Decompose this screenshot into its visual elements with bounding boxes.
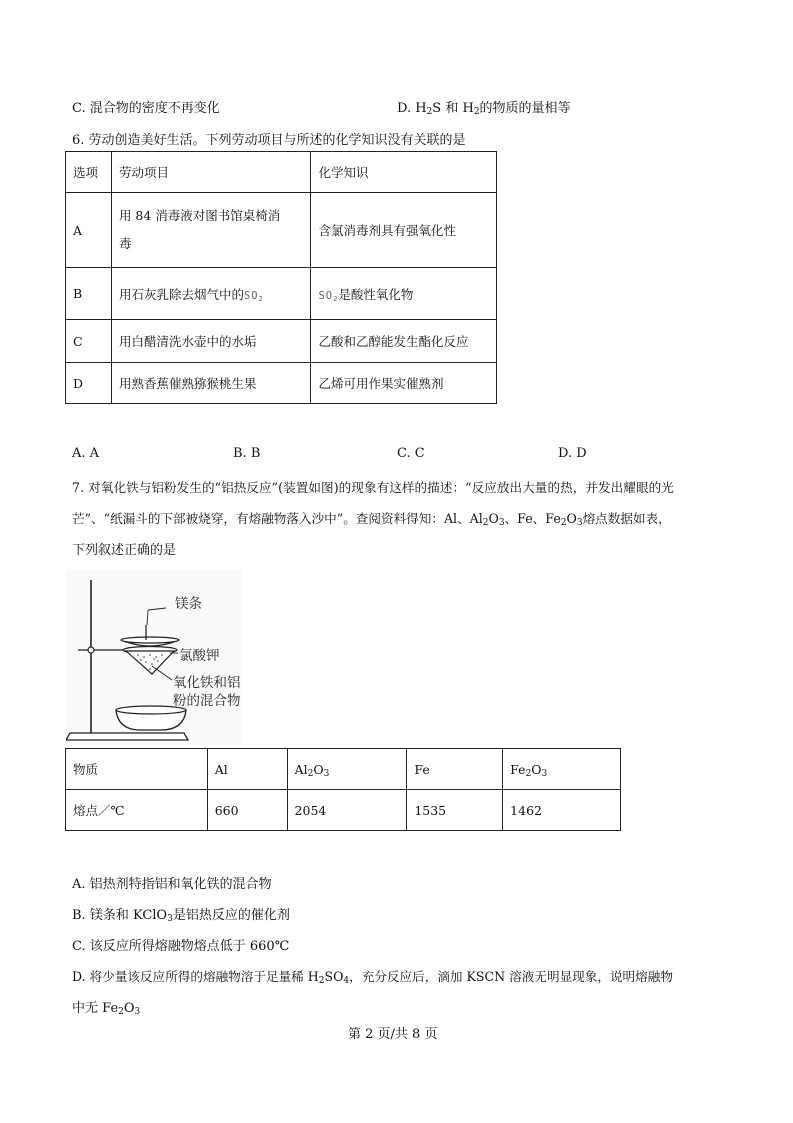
table-row	[66, 790, 621, 831]
table-cell: 乙酸和乙醇能发生酯化反应	[311, 320, 497, 363]
table-row	[66, 363, 497, 404]
table-row	[66, 193, 497, 268]
q7-option-d-line2: 中无 $Fe_2O_3$	[72, 1001, 141, 1017]
q6-answer-a: A. A	[72, 446, 100, 461]
table-cell: C	[66, 320, 112, 363]
table-row	[66, 320, 497, 363]
cell-line: 毒	[118, 236, 132, 251]
table-cell: 660	[207, 790, 287, 831]
page-footer: 第 2 页/共 8 页	[348, 1027, 438, 1042]
table-cell: 2054	[287, 790, 407, 831]
table-cell: 用白醋清洗水壶中的水垢	[111, 320, 311, 363]
table-cell: Fe	[407, 749, 503, 790]
table-cell: 熔点／℃	[66, 790, 208, 831]
table-cell: 1462	[503, 790, 621, 831]
q5-option-d: D. $H_2S$ 和 $H_2$的物质的量相等	[397, 101, 571, 117]
q6-table	[65, 151, 497, 404]
q7-option-a: A. 铝热剂特指铝和氧化铁的混合物	[72, 877, 272, 892]
q6-answer-d: D. D	[558, 446, 587, 461]
q6-answer-c: C. C	[397, 446, 425, 461]
table-cell: 含氯消毒剂具有强氧化性	[311, 193, 497, 268]
table-cell	[111, 193, 311, 268]
q7-stem-line1: 7. 对氧化铁与铝粉发生的“铝热反应”(装置如图)的现象有这样的描述：“反应放出大量的热，并发出耀眼的光	[72, 480, 674, 495]
q7-stem-line3: 下列叙述正确的是	[72, 543, 177, 558]
header-cell: 选项	[66, 152, 112, 193]
q7-melting-point-table	[65, 748, 621, 831]
table-cell: $Al_2O_3$	[287, 749, 407, 790]
table-cell: $Fe_2O_3$	[503, 749, 621, 790]
q5-option-c: C. 混合物的密度不再变化	[72, 101, 220, 116]
label-potassium-chlorate: 氯酸钾	[179, 648, 220, 664]
table-cell: Al	[207, 749, 287, 790]
thermite-apparatus-figure	[66, 570, 242, 746]
q6-answer-b: B. B	[233, 446, 261, 461]
table-cell: $SO_2$是酸性氧化物	[311, 268, 497, 320]
table-header-row	[66, 152, 497, 193]
header-cell: 化学知识	[311, 152, 497, 193]
q6-stem: 6. 劳动创造美好生活。下列劳动项目与所述的化学知识没有关联的是	[72, 133, 466, 148]
table-cell: 用石灰乳除去烟气中的$SO_2$	[111, 268, 311, 320]
so2-formula: $SO_2$	[243, 289, 264, 303]
label-mixture-line1: 氧化铁和铝	[173, 675, 241, 691]
table-cell: 乙烯可用作果实催熟剂	[311, 363, 497, 404]
q7-stem-line2: 芒”、“纸漏斗的下部被烧穿，有熔融物落入沙中”。查阅资料得知：Al、$Al_2O_3$、Fe、$Fe_2O_3$熔点数据如表，	[72, 511, 671, 528]
q7-option-c: C. 该反应所得熔融物熔点低于 660℃	[72, 939, 290, 954]
label-mixture-line2: 粉的混合物	[173, 693, 241, 709]
q7-option-d-line1: D. 将少量该反应所得的熔融物溶于足量稀 $H_2SO_4$，充分反应后，滴加 KSCN 溶液无明显现象，说明熔融物	[72, 969, 673, 986]
q7-option-b: B. 镁条和 KClO$_3$是铝热反应的催化剂	[72, 908, 290, 924]
table-cell: A	[66, 193, 112, 268]
table-cell: 物质	[66, 749, 208, 790]
table-row	[66, 749, 621, 790]
header-cell: 劳动项目	[111, 152, 311, 193]
so2-formula: $SO_2$	[318, 289, 339, 303]
table-cell: B	[66, 268, 112, 320]
table-cell: 1535	[407, 790, 503, 831]
cell-line: 用 84 消毒液对图书馆桌椅消	[118, 208, 281, 223]
table-cell: D	[66, 363, 112, 404]
table-row	[66, 268, 497, 320]
table-cell: 用熟香蕉催熟猕猴桃生果	[111, 363, 311, 404]
label-magnesium-strip: 镁条	[175, 596, 202, 612]
